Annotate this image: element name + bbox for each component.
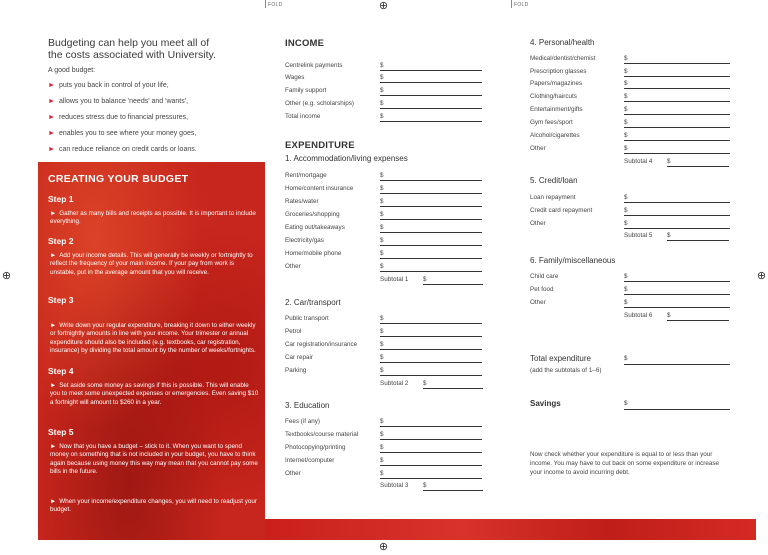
expenditure-section-title: 1. Accommodation/living expenses	[285, 154, 408, 163]
field-label: Fees (if any)	[285, 418, 320, 425]
savings-label: Savings	[530, 399, 561, 408]
amount-field[interactable]	[380, 193, 482, 194]
creating-budget-title: CREATING YOUR BUDGET	[48, 173, 189, 185]
amount-field[interactable]	[380, 82, 482, 83]
field-label: Electricity/gas	[285, 237, 324, 244]
bullet-arrow-icon: ►	[50, 252, 57, 259]
fold-line	[265, 0, 266, 8]
dollar-sign: $	[380, 250, 384, 257]
dollar-sign: $	[380, 418, 384, 425]
field-label: Photocopying/printing	[285, 444, 346, 451]
bullet-arrow-icon: ►	[50, 443, 57, 450]
field-label: Clothing/haircuts	[530, 93, 577, 100]
dollar-sign: $	[380, 444, 384, 451]
amount-field[interactable]	[380, 452, 482, 453]
field-label: Medical/dentist/chemist	[530, 55, 596, 62]
step-text	[50, 382, 260, 407]
dollar-sign: $	[624, 68, 628, 75]
expenditure-section-title: 5. Credit/loan	[530, 176, 578, 185]
amount-field[interactable]	[380, 426, 482, 427]
field-label: Groceries/shopping	[285, 211, 340, 218]
amount-field[interactable]	[380, 70, 482, 71]
amount-field[interactable]	[380, 206, 482, 207]
expenditure-section-title: 4. Personal/health	[530, 38, 595, 47]
intro-bullet-text: enables you to see where your money goes,	[58, 130, 197, 137]
step-text-content: Add your income details. This will generally be weekly or fortnightly to reflect the frequency of your main income. If your pay from work is unstable, put in the average amount that you will receive.	[50, 252, 253, 276]
field-label: Other	[530, 299, 546, 306]
total-expenditure-note: (add the subtotals of 1–6)	[530, 367, 602, 374]
subtotal-label: Subtotal 6	[624, 312, 653, 319]
step-text	[50, 443, 260, 476]
dollar-sign: $	[423, 380, 427, 387]
dollar-sign: $	[624, 286, 628, 293]
dollar-sign: $	[667, 158, 671, 165]
dollar-sign: $	[380, 74, 384, 81]
intro-bullet-text: can reduce reliance on credit cards or loans.	[58, 146, 197, 153]
expenditure-section-title: 3. Education	[285, 401, 330, 410]
field-label: Car repair	[285, 354, 313, 361]
amount-field[interactable]	[380, 121, 482, 122]
decorative-red-band	[265, 519, 756, 540]
amount-field[interactable]	[624, 202, 730, 203]
field-label: Other	[285, 470, 301, 477]
dollar-sign: $	[380, 470, 384, 477]
field-label: Total income	[285, 113, 321, 120]
registration-mark-icon: ⊕	[756, 270, 767, 282]
field-label: Car registration/insurance	[285, 341, 358, 348]
amount-field[interactable]	[624, 63, 730, 64]
bullet-arrow-icon: ►	[50, 382, 57, 389]
amount-field[interactable]	[624, 88, 730, 89]
field-label: Petrol	[285, 328, 302, 335]
amount-field[interactable]	[380, 439, 482, 440]
subtotal-label: Subtotal 5	[624, 232, 653, 239]
registration-mark-icon: ⊕	[378, 0, 389, 12]
field-label: Family support	[285, 87, 327, 94]
dollar-sign: $	[624, 55, 628, 62]
step-text	[50, 322, 260, 355]
amount-field[interactable]	[624, 114, 730, 115]
savings-field[interactable]	[624, 409, 730, 410]
dollar-sign: $	[380, 87, 384, 94]
closing-note: Now check whether your expenditure is equal to or less than your income. You may have to cut back on some expenditure or increase your income to avoid incurring debt.	[530, 451, 720, 476]
field-label: Home/content insurance	[285, 185, 354, 192]
step-text	[50, 498, 260, 515]
step-heading: Step 2	[48, 236, 74, 246]
subtotal-field[interactable]	[423, 490, 483, 491]
fold-label: FOLD	[514, 2, 529, 8]
dollar-sign: $	[380, 367, 384, 374]
field-label: Prescription glasses	[530, 68, 587, 75]
field-label: Public transport	[285, 315, 329, 322]
fold-line	[511, 0, 512, 8]
dollar-sign: $	[624, 273, 628, 280]
total-expenditure-label: Total expenditure	[530, 354, 591, 363]
step-heading: Step 4	[48, 366, 74, 376]
amount-field[interactable]	[624, 140, 730, 141]
dollar-sign: $	[624, 194, 628, 201]
field-label: Alcohol/cigarettes	[530, 132, 580, 139]
field-label: Other	[530, 145, 546, 152]
field-label: Rent/mortgage	[285, 172, 327, 179]
field-label: Pet food	[530, 286, 554, 293]
dollar-sign: $	[624, 93, 628, 100]
subtotal-field[interactable]	[423, 284, 483, 285]
subtotal-field[interactable]	[423, 388, 483, 389]
intro-bullet-text: reduces stress due to financial pressures,	[58, 114, 189, 121]
dollar-sign: $	[423, 276, 427, 283]
amount-field[interactable]	[380, 108, 482, 109]
dollar-sign: $	[624, 145, 628, 152]
subtotal-label: Subtotal 2	[380, 380, 409, 387]
amount-field[interactable]	[380, 245, 482, 246]
intro-bullet	[48, 82, 169, 89]
field-label: Other	[530, 220, 546, 227]
field-label: Rates/water	[285, 198, 319, 205]
dollar-sign: $	[380, 62, 384, 69]
dollar-sign: $	[624, 207, 628, 214]
subtotal-field[interactable]	[667, 320, 729, 321]
dollar-sign: $	[667, 312, 671, 319]
intro-bullet-text: puts you back in control of your life,	[58, 82, 169, 89]
amount-field[interactable]	[380, 478, 482, 479]
registration-mark-icon: ⊕	[1, 270, 12, 282]
dollar-sign: $	[380, 354, 384, 361]
expenditure-title: EXPENDITURE	[285, 140, 355, 151]
expenditure-section-title: 6. Family/miscellaneous	[530, 256, 616, 265]
bullet-arrow-icon: ►	[48, 146, 55, 153]
step-text-content: Write down your regular expenditure, breaking it down to either weekly or fortnightly amounts in line with your income. Your trimester or annual expenditure should also be included (e.g. textbooks, car registration, insurance) by dividing the total amount by the number of weeks/fortnights.	[50, 322, 256, 354]
bullet-arrow-icon: ►	[50, 322, 57, 329]
amount-field[interactable]	[380, 180, 482, 181]
intro-subheading: A good budget:	[48, 67, 96, 74]
amount-field[interactable]	[624, 281, 730, 282]
fold-label: FOLD	[268, 2, 283, 8]
subtotal-label: Subtotal 3	[380, 482, 409, 489]
amount-field[interactable]	[380, 95, 482, 96]
dollar-sign: $	[624, 299, 628, 306]
dollar-sign: $	[380, 100, 384, 107]
step-text	[50, 252, 260, 277]
total-expenditure-field[interactable]	[624, 364, 730, 365]
dollar-sign: $	[380, 185, 384, 192]
dollar-sign: $	[380, 211, 384, 218]
dollar-sign: $	[624, 220, 628, 227]
amount-field[interactable]	[380, 362, 482, 363]
dollar-sign: $	[624, 132, 628, 139]
step-heading: Step 1	[48, 194, 74, 204]
amount-field[interactable]	[380, 219, 482, 220]
amount-field[interactable]	[380, 336, 482, 337]
field-label: Textbooks/course material	[285, 431, 359, 438]
amount-field[interactable]	[624, 215, 730, 216]
dollar-sign: $	[667, 232, 671, 239]
field-label: Other (e.g. scholarships)	[285, 100, 354, 107]
field-label: Gym fees/sport	[530, 119, 573, 126]
field-label: Loan repayment	[530, 194, 576, 201]
amount-field[interactable]	[624, 101, 730, 102]
savings-dollar: $	[624, 400, 628, 407]
field-label: Child care	[530, 273, 559, 280]
amount-field[interactable]	[624, 228, 730, 229]
dollar-sign: $	[380, 224, 384, 231]
subtotal-label: Subtotal 1	[380, 276, 409, 283]
bullet-arrow-icon: ►	[50, 498, 57, 505]
field-label: Papers/magazines	[530, 80, 583, 87]
field-label: Credit card repayment	[530, 207, 593, 214]
amount-field[interactable]	[380, 271, 482, 272]
amount-field[interactable]	[380, 465, 482, 466]
total-expenditure-dollar: $	[624, 355, 628, 362]
amount-field[interactable]	[624, 153, 730, 154]
dollar-sign: $	[380, 315, 384, 322]
dollar-sign: $	[380, 113, 384, 120]
field-label: Internet/computer	[285, 457, 335, 464]
amount-field[interactable]	[624, 76, 730, 77]
amount-field[interactable]	[380, 232, 482, 233]
registration-mark-icon: ⊕	[378, 541, 389, 553]
amount-field[interactable]	[624, 127, 730, 128]
amount-field[interactable]	[380, 258, 482, 259]
amount-field[interactable]	[380, 375, 482, 376]
dollar-sign: $	[624, 119, 628, 126]
step-text	[50, 210, 260, 227]
step-text-content: When your income/expenditure changes, you will need to readjust your budget.	[50, 498, 257, 514]
bullet-arrow-icon: ►	[48, 130, 55, 137]
field-label: Parking	[285, 367, 307, 374]
subtotal-field[interactable]	[667, 240, 729, 241]
step-heading: Step 3	[48, 295, 74, 305]
expenditure-section-title: 2. Car/transport	[285, 298, 341, 307]
intro-bullet	[48, 130, 196, 137]
step-text-content: Now that you have a budget – stick to it. When you want to spend money on something that is not included in your budget, you have to think again because using money this way may mean that you cannot pay some bills in the future.	[50, 443, 258, 475]
subtotal-label: Subtotal 4	[624, 158, 653, 165]
dollar-sign: $	[380, 431, 384, 438]
intro-bullet	[48, 98, 188, 105]
step-heading: Step 5	[48, 427, 74, 437]
dollar-sign: $	[380, 341, 384, 348]
income-title: INCOME	[285, 38, 325, 49]
amount-field[interactable]	[380, 323, 482, 324]
field-label: Entertainment/gifts	[530, 106, 583, 113]
dollar-sign: $	[380, 457, 384, 464]
field-label: Home/mobile phone	[285, 250, 342, 257]
intro-bullet	[48, 146, 197, 153]
dollar-sign: $	[380, 237, 384, 244]
dollar-sign: $	[380, 328, 384, 335]
dollar-sign: $	[380, 172, 384, 179]
dollar-sign: $	[380, 263, 384, 270]
subtotal-field[interactable]	[667, 166, 729, 167]
amount-field[interactable]	[380, 349, 482, 350]
dollar-sign: $	[624, 80, 628, 87]
dollar-sign: $	[380, 198, 384, 205]
amount-field[interactable]	[624, 307, 730, 308]
field-label: Centrelink payments	[285, 62, 343, 69]
intro-bullet-text: allows you to balance 'needs' and 'wants',	[58, 98, 189, 105]
dollar-sign: $	[624, 106, 628, 113]
bullet-arrow-icon: ►	[50, 210, 57, 217]
field-label: Wages	[285, 74, 305, 81]
step-text-content: Gather as many bills and receipts as possible. It is important to include everything.	[50, 210, 256, 226]
field-label: Other	[285, 263, 301, 270]
bullet-arrow-icon: ►	[48, 114, 55, 121]
intro-bullet	[48, 114, 188, 121]
intro-heading: Budgeting can help you meet all of the costs associated with University.	[48, 37, 216, 61]
step-text-content: Set aside some money as savings if this is possible. This will enable you to meet some unexpected expenses or emergencies. Even saving $10 a fortnight will amount to $260 in a year.	[50, 382, 259, 406]
dollar-sign: $	[423, 482, 427, 489]
bullet-arrow-icon: ►	[48, 98, 55, 105]
amount-field[interactable]	[624, 294, 730, 295]
bullet-arrow-icon: ►	[48, 82, 55, 89]
field-label: Eating out/takeaways	[285, 224, 345, 231]
